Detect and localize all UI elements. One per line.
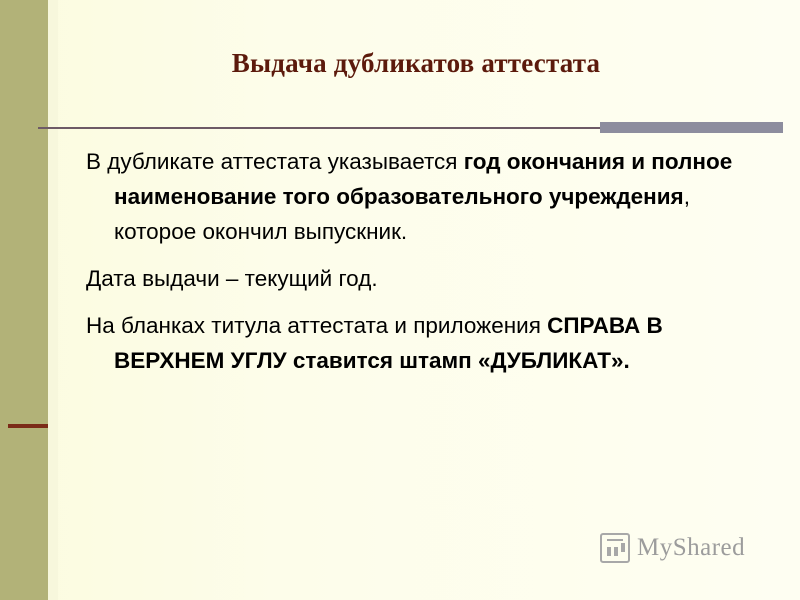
slide-title: Выдача дубликатов аттестата [231,48,601,78]
body-paragraph-1 [86,144,758,249]
body-paragraph-2 [86,261,758,296]
left-band-highlight [48,0,58,600]
title-divider-cap [600,122,783,133]
body-paragraph-3 [86,308,758,378]
paragraph-text: Дата выдачи – текущий год. [86,266,378,291]
watermark-label: MyShared [637,534,746,561]
paragraph-text: На бланках титула аттестата и приложения СПРАВА В ВЕРХНЕМ УГЛУ ставится штамп «ДУБЛИКАТ». [86,313,663,373]
watermark [600,533,745,563]
slide-body [86,144,758,383]
left-decorative-band [0,0,48,600]
paragraph-text: В дубликате аттестата указывается год окончания и полное наименование того образовательного учреждения, которое окончил выпускник. [86,149,733,244]
chart-board-icon [600,533,630,563]
left-accent-dash [8,424,48,428]
